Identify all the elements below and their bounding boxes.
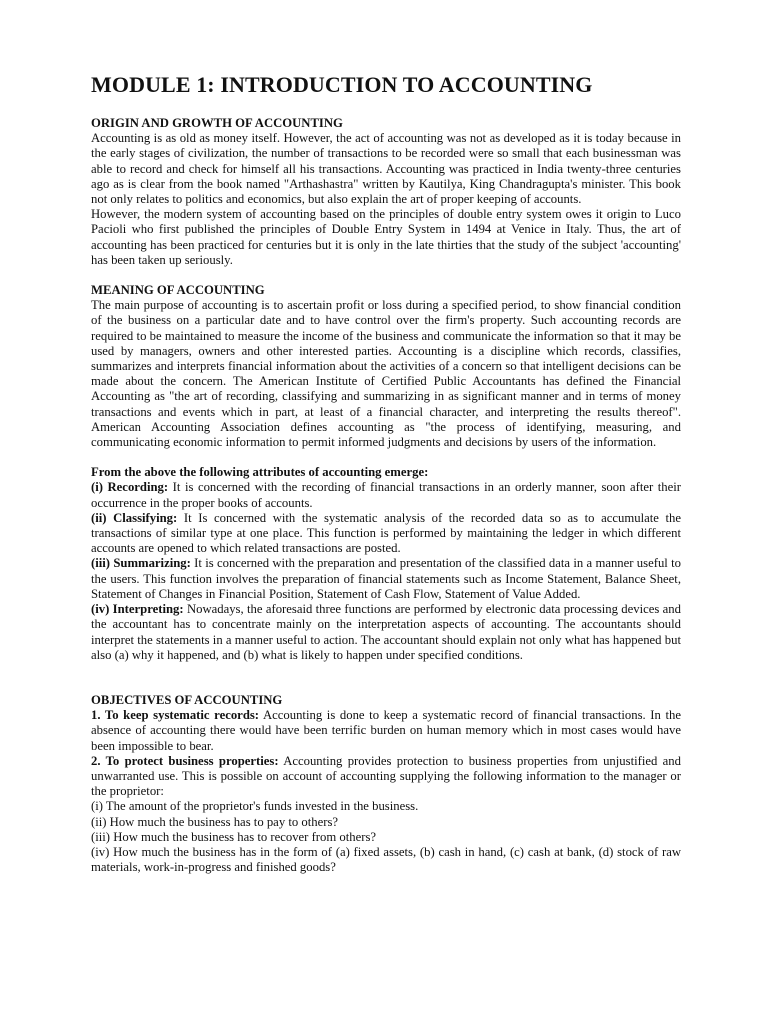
- origin-heading: ORIGIN AND GROWTH OF ACCOUNTING: [91, 116, 343, 130]
- attribute-text: Nowadays, the aforesaid three functions are performed by electronic data processing devices and the accountant has to concentrate mainly on the interpretation aspects of accounting. The accountants should interpret the statements in a manner useful to action. The accountant should explain not only what has happened but also (a) why it happened, and (b) what is likely to happen under specified conditions.: [91, 602, 681, 662]
- attribute-item: [91, 480, 681, 510]
- objective-text: Accounting provides protection to business properties from unjustified and unwarranted use. This is possible on account of accounting supplying the following information to the manager or the proprietor:: [91, 753, 681, 799]
- attribute-text: It Is concerned with the systematic analysis of the recorded data so as to accumulate the transactions of similar type at one place. This function is performed by maintaining the ledger in which different accounts are opened to which related transactions are posted.: [91, 510, 681, 556]
- spacer: [91, 268, 681, 283]
- spacer: [91, 450, 681, 465]
- attribute-item: [91, 511, 681, 557]
- origin-paragraph-1: Accounting is as old as money itself. However, the act of accounting was not as developed as it is today because in the early stages of civilization, the number of transactions to be recorded were so small that each businessman was able to record and check for himself all his transactions. Accounting was practiced in India twenty-three centuries ago as is clear from the book named "Arthashastra" written by Kautilya, King Chandragupta's minister. This book not only relates to politics and economics, but also explain the art of proper keeping of accounts.: [91, 131, 681, 207]
- attribute-label: (iii) Summarizing:: [91, 556, 191, 571]
- meaning-section: [91, 283, 681, 450]
- objective-item: [91, 708, 681, 754]
- attribute-label: (ii) Classifying:: [91, 510, 178, 525]
- attribute-label: (iv) Interpreting:: [91, 602, 184, 617]
- attribute-item: [91, 602, 681, 663]
- objectives-heading: OBJECTIVES OF ACCOUNTING: [91, 692, 283, 707]
- objective-subitem: (i) The amount of the proprietor's funds invested in the business.: [91, 799, 419, 814]
- attributes-heading: From the above the following attributes of accounting emerge:: [91, 465, 429, 480]
- origin-section: [91, 116, 681, 268]
- objective-subitem: (ii) How much the business has to pay to others?: [91, 814, 339, 829]
- attribute-label: (i) Recording:: [91, 480, 169, 495]
- objective-item: [91, 754, 681, 800]
- objective-label: 2. To protect business properties:: [91, 753, 279, 768]
- attribute-item: [91, 556, 681, 602]
- attribute-text: It is concerned with the preparation and presentation of the classified data in a manner useful to the users. This function involves the preparation of financial statements such as Income Statement, Balance Sheet, Statement of Changes in Financial Position, Statement of Cash Flow, Statement of Value Added.: [91, 556, 681, 601]
- objectives-section: [91, 693, 681, 875]
- attributes-section: [91, 465, 681, 663]
- meaning-heading: MEANING OF ACCOUNTING: [91, 283, 265, 298]
- objective-subitem: (iii) How much the business has to recover from others?: [91, 829, 377, 844]
- spacer: [91, 663, 681, 693]
- page-title: MODULE 1: INTRODUCTION TO ACCOUNTING: [91, 72, 593, 97]
- attribute-text: It is concerned with the recording of financial transactions in an orderly manner, soon after their occurrence in the proper books of accounts.: [91, 480, 681, 510]
- objective-text: Accounting is done to keep a systematic record of financial transactions. In the absence of accounting there would have been terrific burden on human memory which in most cases would have been impossible to bear.: [91, 708, 681, 753]
- objective-subitem: (iv) How much the business has in the form of (a) fixed assets, (b) cash in hand, (c) cash at bank, (d) stock of raw materials, work-in-progress and finished goods?: [91, 844, 681, 875]
- objective-label: 1. To keep systematic records:: [91, 708, 260, 723]
- origin-paragraph-2: However, the modern system of accounting based on the principles of double entry system owes it origin to Luco Pacioli who first published the principles of Double Entry System in 1494 at Venice in Italy. Thus, the art of accounting has been practiced for centuries but it is only in the late thirties that the study of the subject 'accounting' has been taken up seriously.: [91, 207, 681, 267]
- meaning-paragraph: The main purpose of accounting is to ascertain profit or loss during a specified period, to show financial condition of the business on a particular date and to have control over the firm's property. Such accounting records are required to be maintained to measure the income of the business and communicate the information so that it may be used by managers, owners and other interested parties. Accounting is a discipline which records, classifies, summarizes and interprets financial information about the activities of a concern so that intelligent decisions can be made about the concern. The American Institute of Certified Public Accountants has defined the Financial Accounting as "the art of recording, classifying and summarizing in as significant manner and in terms of money transactions and events which in part, at least of a financial character, and interpreting the results thereof". American Accounting Association defines accounting as "the process of identifying, measuring, and communicating economic information to permit informed judgments and decisions by users of the information.: [91, 298, 681, 450]
